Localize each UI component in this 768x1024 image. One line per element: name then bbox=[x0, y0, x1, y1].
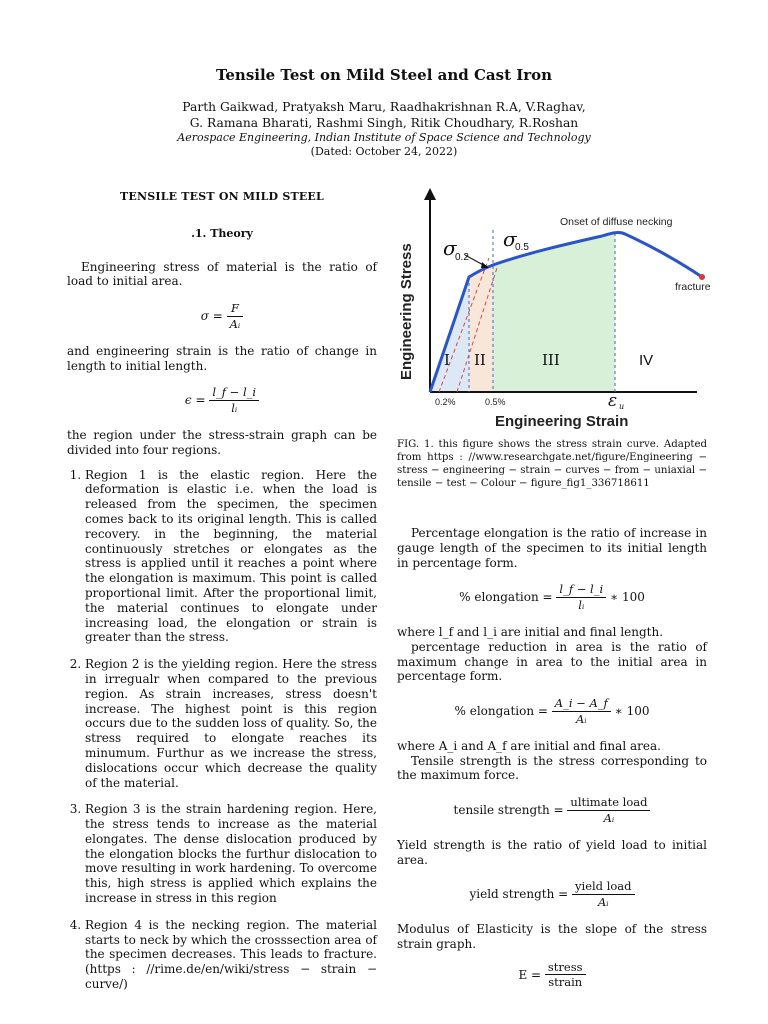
elong-eq-num: l_f − l_i bbox=[556, 582, 606, 598]
modulus-equation bbox=[397, 960, 707, 991]
region-II-label: II bbox=[474, 351, 486, 369]
right-column bbox=[397, 180, 711, 1002]
y-axis-arrow bbox=[424, 188, 436, 200]
authors-line-2: G. Ramana Bharati, Rashmi Singh, Ritik Choudhary, R.Roshan bbox=[189, 116, 579, 130]
list-item: 1. Region 1 is the elastic region. Here the deformation is elastic i.e. when the load is released from the specimen, the specimen comes back to its original length. This is called recovery. in the beginning, the material continuously stretches or elongates as the stress is applied until it reaches a point where the elongation is maximum. This point is called proportional limit. After the proportional limit, the material continues to elongate under increasing load, the elongation or strain is greater than the stress. bbox=[85, 468, 377, 646]
fracture-point bbox=[699, 274, 705, 280]
area-eq-num: A_i − A_f bbox=[552, 696, 611, 712]
area-eq-den: Aᵢ bbox=[575, 711, 587, 726]
tensile-equation bbox=[397, 795, 707, 826]
tensile-definition: Tensile strength is the stress corresponding to the maximum force. bbox=[397, 753, 707, 783]
ys-eq-num: yield load bbox=[572, 879, 635, 895]
area-equation bbox=[397, 696, 707, 727]
strain-definition: and engineering strain is the ratio of change in length to initial length. bbox=[67, 343, 377, 373]
x-axis-label: Engineering Strain bbox=[495, 413, 629, 430]
left-column bbox=[67, 190, 377, 1004]
necking-label: Onset of diffuse necking bbox=[560, 216, 673, 228]
sigma02-label: σ bbox=[443, 236, 457, 260]
stress-eq-fraction bbox=[227, 301, 244, 332]
sigma05-sub: 0.5 bbox=[515, 242, 529, 253]
ts-eq-den: Aᵢ bbox=[603, 810, 615, 825]
stress-definition: Engineering stress of material is the ratio of load to initial area. bbox=[67, 259, 377, 289]
strain-eq-lhs: ϵ = bbox=[184, 393, 206, 408]
stress-equation bbox=[67, 301, 377, 332]
e-eq-num: stress bbox=[545, 960, 586, 976]
elongation-equation bbox=[397, 582, 707, 613]
regions-intro: the region under the stress-strain graph can be divided into four regions. bbox=[67, 427, 377, 457]
e-eq-fraction bbox=[545, 960, 586, 991]
affiliation: Aerospace Engineering, Indian Institute of Space Science and Technology bbox=[177, 131, 591, 144]
fracture-label: fracture bbox=[675, 281, 711, 293]
area-definition: percentage reduction in area is the ratio of maximum change in area to the initial area in percentage form. bbox=[397, 639, 707, 684]
area-eq-rhs: ∗ 100 bbox=[614, 703, 650, 718]
region-IV-label: IV bbox=[639, 352, 654, 369]
elong-eq-lhs: % elongation = bbox=[459, 590, 553, 605]
author-list bbox=[0, 99, 768, 131]
modulus-definition: Modulus of Elasticity is the slope of the stress strain graph. bbox=[397, 921, 707, 951]
yield-definition: Yield strength is the ratio of yield load to initial area. bbox=[397, 837, 707, 867]
area-where: where A_i and A_f are initial and final area. bbox=[397, 738, 661, 753]
ys-eq-den: Aᵢ bbox=[597, 895, 609, 910]
elong-eq-den: lᵢ bbox=[578, 598, 585, 613]
stress-strain-figure bbox=[397, 180, 711, 430]
strain-eq-den: lᵢ bbox=[231, 401, 238, 416]
y-axis-label: Engineering Stress bbox=[398, 243, 415, 380]
elong-eq-rhs: ∗ 100 bbox=[609, 590, 645, 605]
area-eq-fraction bbox=[552, 696, 611, 727]
list-item: 4. Region 4 is the necking region. The material starts to neck by which the crosssection area of the specimen decreases. This leads to fracture.(https : //rime.de/en/wiki/stress − strain − curve/) bbox=[85, 918, 377, 992]
elongation-definition: Percentage elongation is the ratio of increase in gauge length of the specimen to its initial length in percentage form. bbox=[397, 526, 707, 570]
tick-label-05: 0.5% bbox=[485, 397, 506, 407]
e-eq-den: strain bbox=[548, 975, 583, 990]
dated-line: (Dated: October 24, 2022) bbox=[310, 145, 458, 158]
stress-eq-den: Aᵢ bbox=[229, 316, 241, 331]
region-I-label: I bbox=[444, 351, 450, 369]
subsection-title: .1. Theory bbox=[191, 226, 253, 240]
ts-eq-fraction bbox=[567, 795, 650, 826]
paper-title: Tensile Test on Mild Steel and Cast Iron bbox=[215, 66, 553, 84]
yield-equation bbox=[397, 879, 707, 910]
authors-line-1: Parth Gaikwad, Pratyaksh Maru, Raadhakrishnan R.A, V.Raghav, bbox=[182, 100, 586, 114]
list-item: 2. Region 2 is the yielding region. Here the stress in irregualr when compared to the previous region. As strain increases, stress doesn't increase. The highest point is this region occurs due to the sudden loss of quality. So, the stress required to elongate reaches its minumum. Furthur as we increase the stress, dislocations occur which decrease the quality of the material. bbox=[85, 657, 377, 790]
length-where: where l_f and l_i are initial and final length. bbox=[397, 624, 664, 639]
strain-eq-num: l_f − l_i bbox=[209, 385, 259, 401]
e-eq-lhs: E = bbox=[518, 967, 542, 982]
sigma02-sub: 0.2 bbox=[455, 252, 469, 263]
strain-eq-fraction bbox=[209, 385, 259, 416]
eps-u-sub: u bbox=[619, 402, 625, 411]
stress-eq-num: F bbox=[227, 301, 244, 317]
sigma05-label: σ bbox=[503, 227, 517, 251]
ts-eq-num: ultimate load bbox=[567, 795, 650, 811]
strain-equation bbox=[67, 385, 377, 416]
section-title: TENSILE TEST ON MILD STEEL bbox=[120, 190, 324, 203]
ts-eq-lhs: tensile strength = bbox=[453, 802, 564, 817]
stress-strain-chart bbox=[397, 180, 711, 430]
ys-eq-lhs: yield strength = bbox=[469, 887, 569, 902]
sigma02-arrowhead bbox=[481, 262, 489, 268]
eps-u-label: ε bbox=[608, 391, 618, 411]
tick-label-02: 0.2% bbox=[435, 397, 456, 407]
region-III-label: III bbox=[542, 351, 560, 369]
elong-eq-fraction bbox=[556, 582, 606, 613]
figure-caption: FIG. 1. this figure shows the stress strain curve. Adapted from https : //www.researchgate.net/figure/Engineering − stress − engineering − strain − curves − from − uniaxial − tensile − test − Colour − figure_fig1_336718611 bbox=[397, 439, 707, 489]
area-eq-lhs: % elongation = bbox=[454, 703, 548, 718]
region-list bbox=[67, 468, 377, 992]
stress-eq-lhs: σ = bbox=[200, 308, 223, 323]
region-2-fill bbox=[469, 265, 493, 392]
ys-eq-fraction bbox=[572, 879, 635, 910]
list-item: 3. Region 3 is the strain hardening region. Here, the stress tends to increase as the material elongates. The dense dislocation produced by the elongation blocks the furthur dislocation to move resulting in work hardening. To overcome this, high stress is applied which explains the increase in stress in this region bbox=[85, 802, 377, 906]
